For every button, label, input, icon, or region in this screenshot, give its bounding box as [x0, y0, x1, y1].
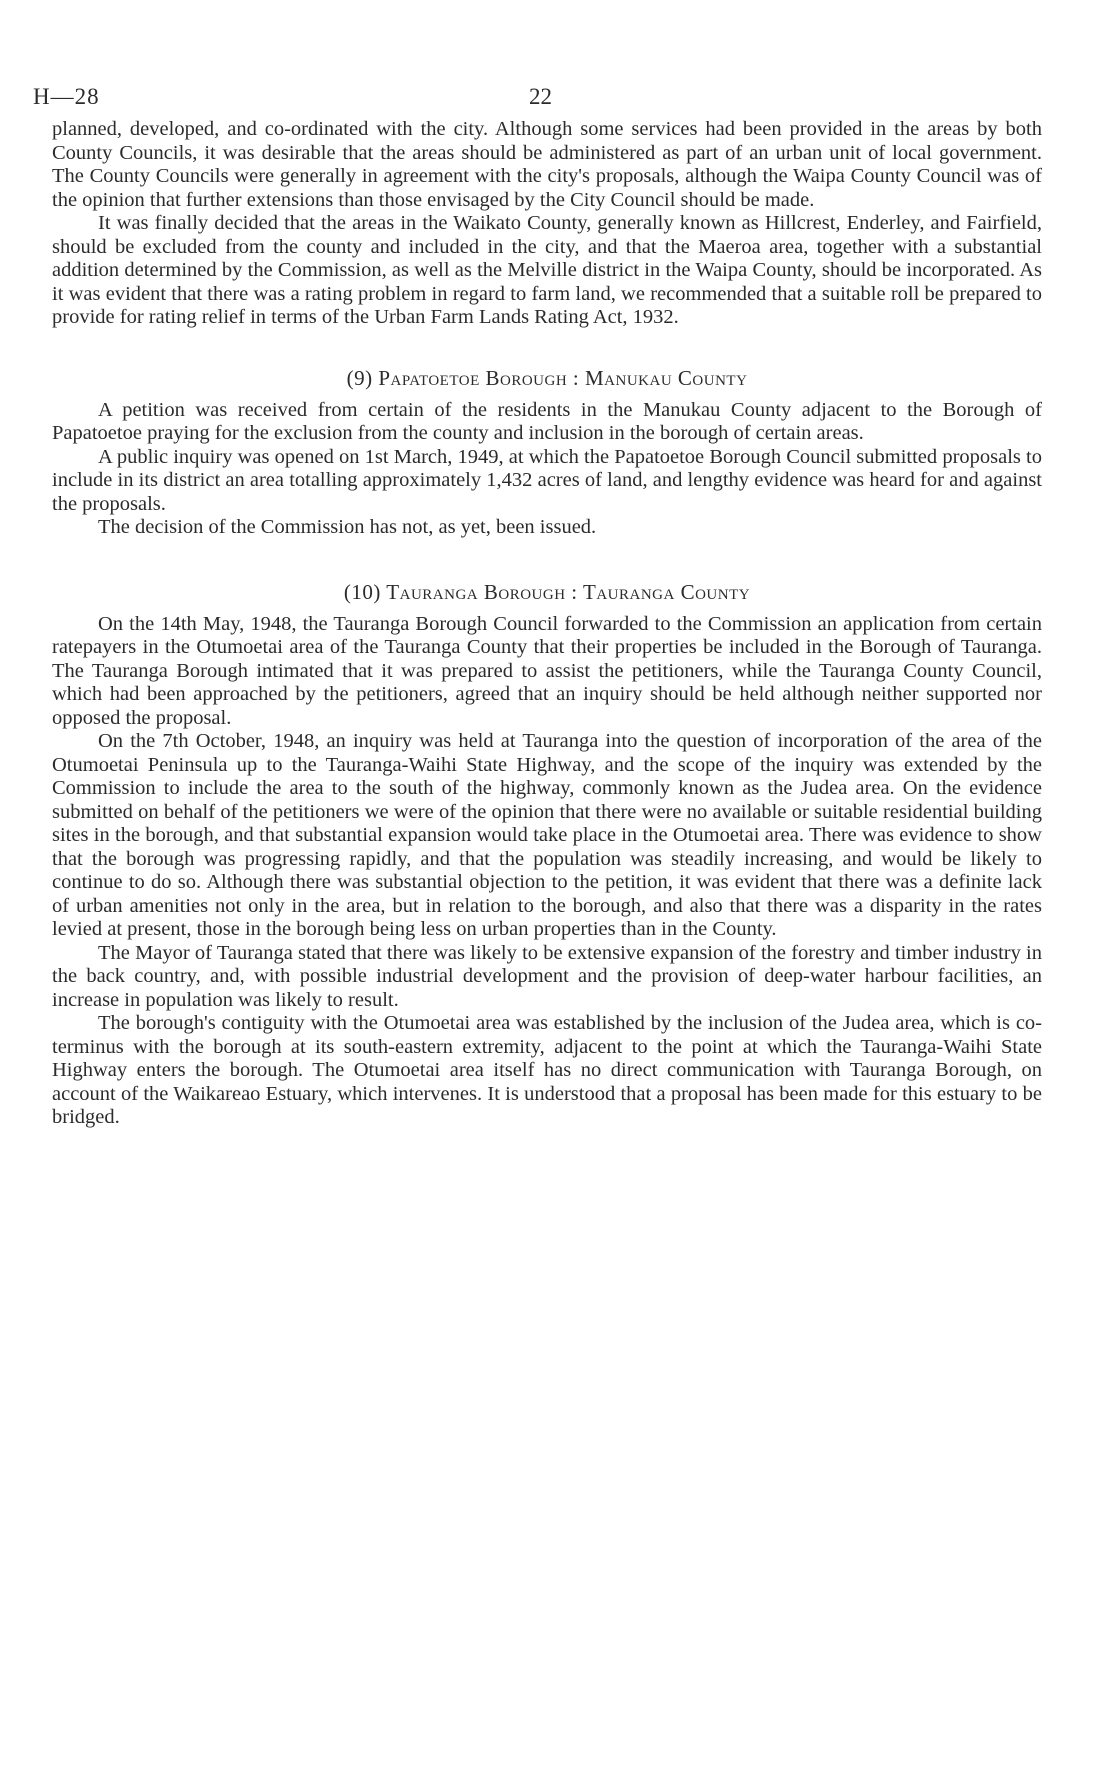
paragraph-intro-continuation: planned, developed, and co-ordinated with the city. Although some services had been provided in the areas by both County Councils, it was desirable that the areas should be administered as part of an urban unit of local government. The County Councils were generally in agreement with the city's proposals, although the Waipa County Council was of the opinion that further extensions than those envisaged by the City Council should be made. [52, 118, 1042, 211]
paragraph-intro-decision: It was finally decided that the areas in the Waikato County, generally known as Hillcrest, Enderley, and Fairfield, should be excluded from the county and included in the city, and that the Maeroa area, together with a substantial addition determined by the Commission, as well as the Melville district in the Waipa County, should be incorporated. As it was evident that there was a rating problem in regard to farm land, we recommended that a suitable roll be prepared to provide for rating relief in terms of the Urban Farm Lands Rating Act, 1932. [52, 212, 1042, 328]
page-body [52, 118, 1042, 1130]
page-header [33, 84, 1041, 114]
paragraph-tauranga-application: On the 14th May, 1948, the Tauranga Borough Council forwarded to the Commission an application from certain ratepayers in the Otumoetai area of the Tauranga County that their properties be included in the Borough of Tauranga. The Tauranga Borough intimated that it was prepared to assist the petitioners, while the Tauranga County Council, which had been approached by the petitioners, agreed that an inquiry should be held although neither supported nor opposed the proposal. [52, 612, 1042, 729]
section-heading-tauranga: (10) Tauranga Borough : Tauranga County [343, 579, 751, 604]
paragraph-tauranga-mayor: The Mayor of Tauranga stated that there was likely to be extensive expansion of the forestry and timber industry in the back country, and, with possible industrial development and the provision of deep-water harbour facilities, an increase in population was likely to result. [52, 941, 1042, 1011]
paragraph-tauranga-contiguity: The borough's contiguity with the Otumoetai area was established by the inclusion of the Judea area, which is co-terminus with the borough at its south-eastern extremity, adjacent to the point at which the Tauranga-Waihi State Highway enters the borough. The Otumoetai area itself has no direct communication with Tauranga Borough, on account of the Waikareao Estuary, which intervenes. It is understood that a proposal has been made for this estuary to be bridged. [52, 1012, 1042, 1128]
paragraph-tauranga-inquiry: On the 7th October, 1948, an inquiry was held at Tauranga into the question of incorporation of the area of the Otumoetai Peninsula up to the Tauranga-Waihi State Highway, and the scope of the inquiry was extended by the Commission to include the area to the south of the highway, commonly known as the Judea area. On the evidence submitted on behalf of the petitioners we were of the opinion that there were no available or suitable residential building sites in the borough, and that substantial expansion would take place in the Otumoetai area. There was evidence to show that the borough was progressing rapidly, and that the population was steadily increasing, and would be likely to continue to do so. Although there was substantial objection to the petition, it was evident that there was a definite lack of urban amenities not only in the area, but in relation to the borough, and also that there was a disparity in the rates levied at present, those in the borough being less on urban properties than in the County. [52, 730, 1042, 940]
section-heading-papatoetoe: (9) Papatoetoe Borough : Manukau County [346, 365, 748, 390]
paragraph-papatoetoe-petition: A petition was received from certain of the residents in the Manukau County adjacent to the Borough of Papatoetoe praying for the exclusion from the county and inclusion in the borough of certain areas. [52, 398, 1042, 444]
paragraph-papatoetoe-inquiry: A public inquiry was opened on 1st March, 1949, at which the Papatoetoe Borough Council submitted proposals to include in its district an area totalling approximately 1,432 acres of land, and lengthy evidence was heard for and against the proposals. [52, 445, 1042, 515]
page-number: 22 [529, 84, 552, 109]
document-reference: H—28 [33, 84, 100, 109]
paragraph-papatoetoe-decision: The decision of the Commission has not, as yet, been issued. [98, 516, 597, 538]
